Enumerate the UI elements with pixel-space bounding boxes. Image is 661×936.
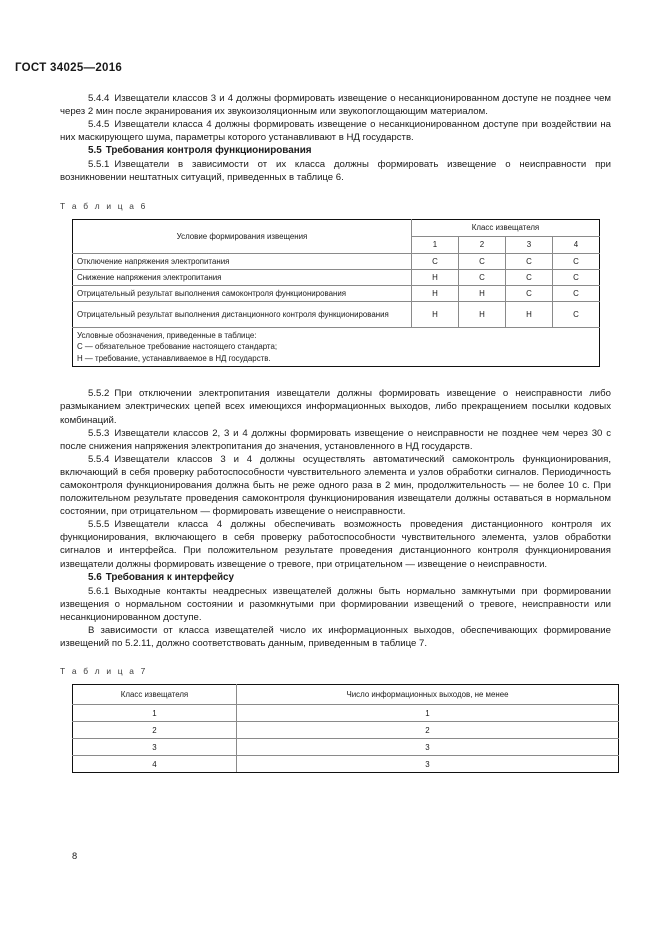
clause-5-5-1-text: Извещатели в зависимости от их класса должны формировать извещение о неисправности при возникновении нештатных ситуаций, приведенных в таблице 6. (60, 159, 611, 184)
table-6-row-2-condition: Снижение напряжения электропитания (73, 269, 412, 285)
clause-5-4-4 (60, 92, 611, 118)
table-row (73, 756, 619, 773)
table-6-notes-row (73, 327, 600, 367)
table-7 (72, 684, 619, 773)
table-7-row-4-outputs: 3 (237, 756, 619, 773)
clause-5-5-4 (60, 453, 611, 518)
table-6-note-2: С — обязательное требование настоящего стандарта; (77, 342, 278, 352)
table-6-col-condition-header: Условие формирования извещения (73, 219, 412, 253)
table-6-row-3-class-1: Н (412, 285, 459, 301)
table-6-row-4-condition: Отрицательный результат выполнения дистанционного контроля функционирования (73, 301, 412, 327)
table-6-class-header-3: 3 (506, 236, 553, 253)
table-6-row-4-class-3: Н (506, 301, 553, 327)
clause-5-4-4-number: 5.4.4 (88, 93, 110, 104)
table-6-row-2-class-1: Н (412, 269, 459, 285)
clause-5-6-1 (60, 585, 611, 624)
table-6-col-group-header: Класс извещателя (412, 219, 600, 236)
section-5-6-number: 5.6 (88, 571, 102, 583)
body-flow (60, 92, 611, 773)
table-7-row-3-class: 3 (73, 739, 237, 756)
table-row (73, 253, 600, 269)
table-row (73, 722, 619, 739)
table-6-note-1: Условные обозначения, приведенные в таблице: (77, 330, 257, 340)
table-6-row-1-class-2: С (459, 253, 506, 269)
table-row (73, 739, 619, 756)
table-6-row-4-class-2: Н (459, 301, 506, 327)
table-6-class-header-1: 1 (412, 236, 459, 253)
table-7-row-3-outputs: 3 (237, 739, 619, 756)
clause-5-5-2-text: При отключении электропитания извещатели должны формировать извещение о неисправности либо размыканием электрических цепей всех имеющихся информационных выходов, либо прекращением посылки кодовых комбинаций. (60, 388, 611, 426)
table-6-notes (73, 327, 600, 367)
table-row (73, 705, 619, 722)
table-7-header-row (73, 685, 619, 705)
table-6-row-3-class-3: С (506, 285, 553, 301)
clause-5-5-3-number: 5.5.3 (88, 427, 110, 439)
clause-5-5-4-number: 5.5.4 (88, 453, 110, 465)
table-6-row-3-class-2: Н (459, 285, 506, 301)
clause-5-6-1-continuation: В зависимости от класса извещателей число их информационных выходов, обеспечивающих формирование извещений по 5.2.11, должно соответствовать данным, приведенным в таблице 7. (60, 624, 611, 650)
page-content (60, 0, 613, 936)
section-heading-5-5 (60, 144, 611, 158)
clause-5-5-5-text: Извещатели класса 4 должны обеспечивать возможность проведения дистанционного контроля их функционирования, включающего в себя проверку работоспособности чувствительного элемента, узлов обработки сигналов и интерфейса. При положительном результате проведения дистанционного контроля функционирования извещатели должны формировать извещение о тревоге, при отрицательном — извещение о неисправности. (60, 519, 611, 570)
table-6-row-4-class-1: Н (412, 301, 459, 327)
table-6-row-1-class-3: С (506, 253, 553, 269)
section-5-5-title: Требования контроля функционирования (105, 145, 312, 157)
table-6-caption: Т а б л и ц а 6 (60, 200, 148, 211)
table-row (73, 269, 600, 285)
table-7-row-2-class: 2 (73, 722, 237, 739)
section-heading-5-6 (60, 571, 611, 585)
table-7-caption: Т а б л и ц а 7 (60, 666, 148, 677)
table-6-row-2-class-4: С (553, 269, 600, 285)
clause-5-4-5 (60, 118, 611, 144)
table-6-row-2-class-3: С (506, 269, 553, 285)
table-6-note-3: Н — требование, устанавливаемое в НД государств. (77, 353, 271, 363)
clause-5-5-5 (60, 518, 611, 570)
clause-5-5-3-text: Извещатели классов 2, 3 и 4 должны формировать извещение о неисправности не позднее чем через 30 с после снижения напряжения электропитания до значения, установленного в НД государств. (60, 427, 611, 452)
clause-5-5-1-number: 5.5.1 (88, 159, 110, 171)
table-6-row-3-condition: Отрицательный результат выполнения самоконтроля функционирования (73, 285, 412, 301)
clause-5-4-4-text: Извещатели классов 3 и 4 должны формировать извещение о несанкционированном доступе не позднее чем через 2 мин после экранирования их звукоизоляционным или звукопоглощающим материалом. (60, 93, 611, 118)
table-6-row-1-class-1: С (412, 253, 459, 269)
clause-5-4-5-number: 5.4.5 (88, 119, 110, 131)
table-6-row-3-class-4: С (553, 285, 600, 301)
section-5-6-title: Требования к интерфейсу (105, 571, 235, 583)
table-7-row-1-outputs: 1 (237, 705, 619, 722)
table-6 (72, 219, 600, 368)
table-7-row-4-class: 4 (73, 756, 237, 773)
table-6-header-row-1 (73, 219, 600, 236)
table-7-row-2-outputs: 2 (237, 722, 619, 739)
table-7-row-1-class: 1 (73, 705, 237, 722)
clause-5-5-2-number: 5.5.2 (88, 388, 110, 400)
clause-5-6-1-number: 5.6.1 (88, 585, 110, 597)
clause-5-6-1-text: Выходные контакты неадресных извещателей должны быть нормально замкнутыми при формировании извещения о нормальном состоянии и разомкнутыми при формировании извещений о тревоге, неисправности или несанкционированном доступе. (60, 585, 611, 623)
table-6-row-1-class-4: С (553, 253, 600, 269)
table-6-row-2-class-2: С (459, 269, 506, 285)
clause-5-5-1 (60, 158, 611, 184)
section-5-5-number: 5.5 (88, 145, 102, 157)
table-6-class-header-4: 4 (553, 236, 600, 253)
table-7-header-outputs: Число информационных выходов, не менее (237, 685, 619, 705)
table-row (73, 301, 600, 327)
table-6-row-1-condition: Отключение напряжения электропитания (73, 253, 412, 269)
table-6-row-4-class-4: С (553, 301, 600, 327)
clause-5-5-5-number: 5.5.5 (88, 519, 110, 531)
page-number: 8 (72, 851, 78, 861)
clause-5-5-4-text: Извещатели классов 3 и 4 должны осуществлять автоматический самоконтроль функционирования, включающий в себя проверку работоспособности чувствительного элемента и узлов обработки сигналов. Периодичность самоконтроля функционирования должна быть не реже одного раза в 2 мин, продолжительность — не более 10 с. При положительном результате проведения самоконтроля функционирования извещатели должны оставаться в нормальном состоянии, при отрицательном — формировать извещение о неисправности. (60, 453, 611, 518)
clause-5-5-3 (60, 427, 611, 453)
table-row (73, 285, 600, 301)
clause-5-5-2 (60, 387, 611, 426)
table-6-class-header-2: 2 (459, 236, 506, 253)
document-header: ГОСТ 34025—2016 (15, 62, 123, 74)
table-7-header-class: Класс извещателя (73, 685, 237, 705)
clause-5-4-5-text: Извещатели класса 4 должны формировать извещение о несанкционированном доступе при воздействии на них маскирующего шума, параметры которого устанавливают в НД государств. (60, 119, 611, 144)
